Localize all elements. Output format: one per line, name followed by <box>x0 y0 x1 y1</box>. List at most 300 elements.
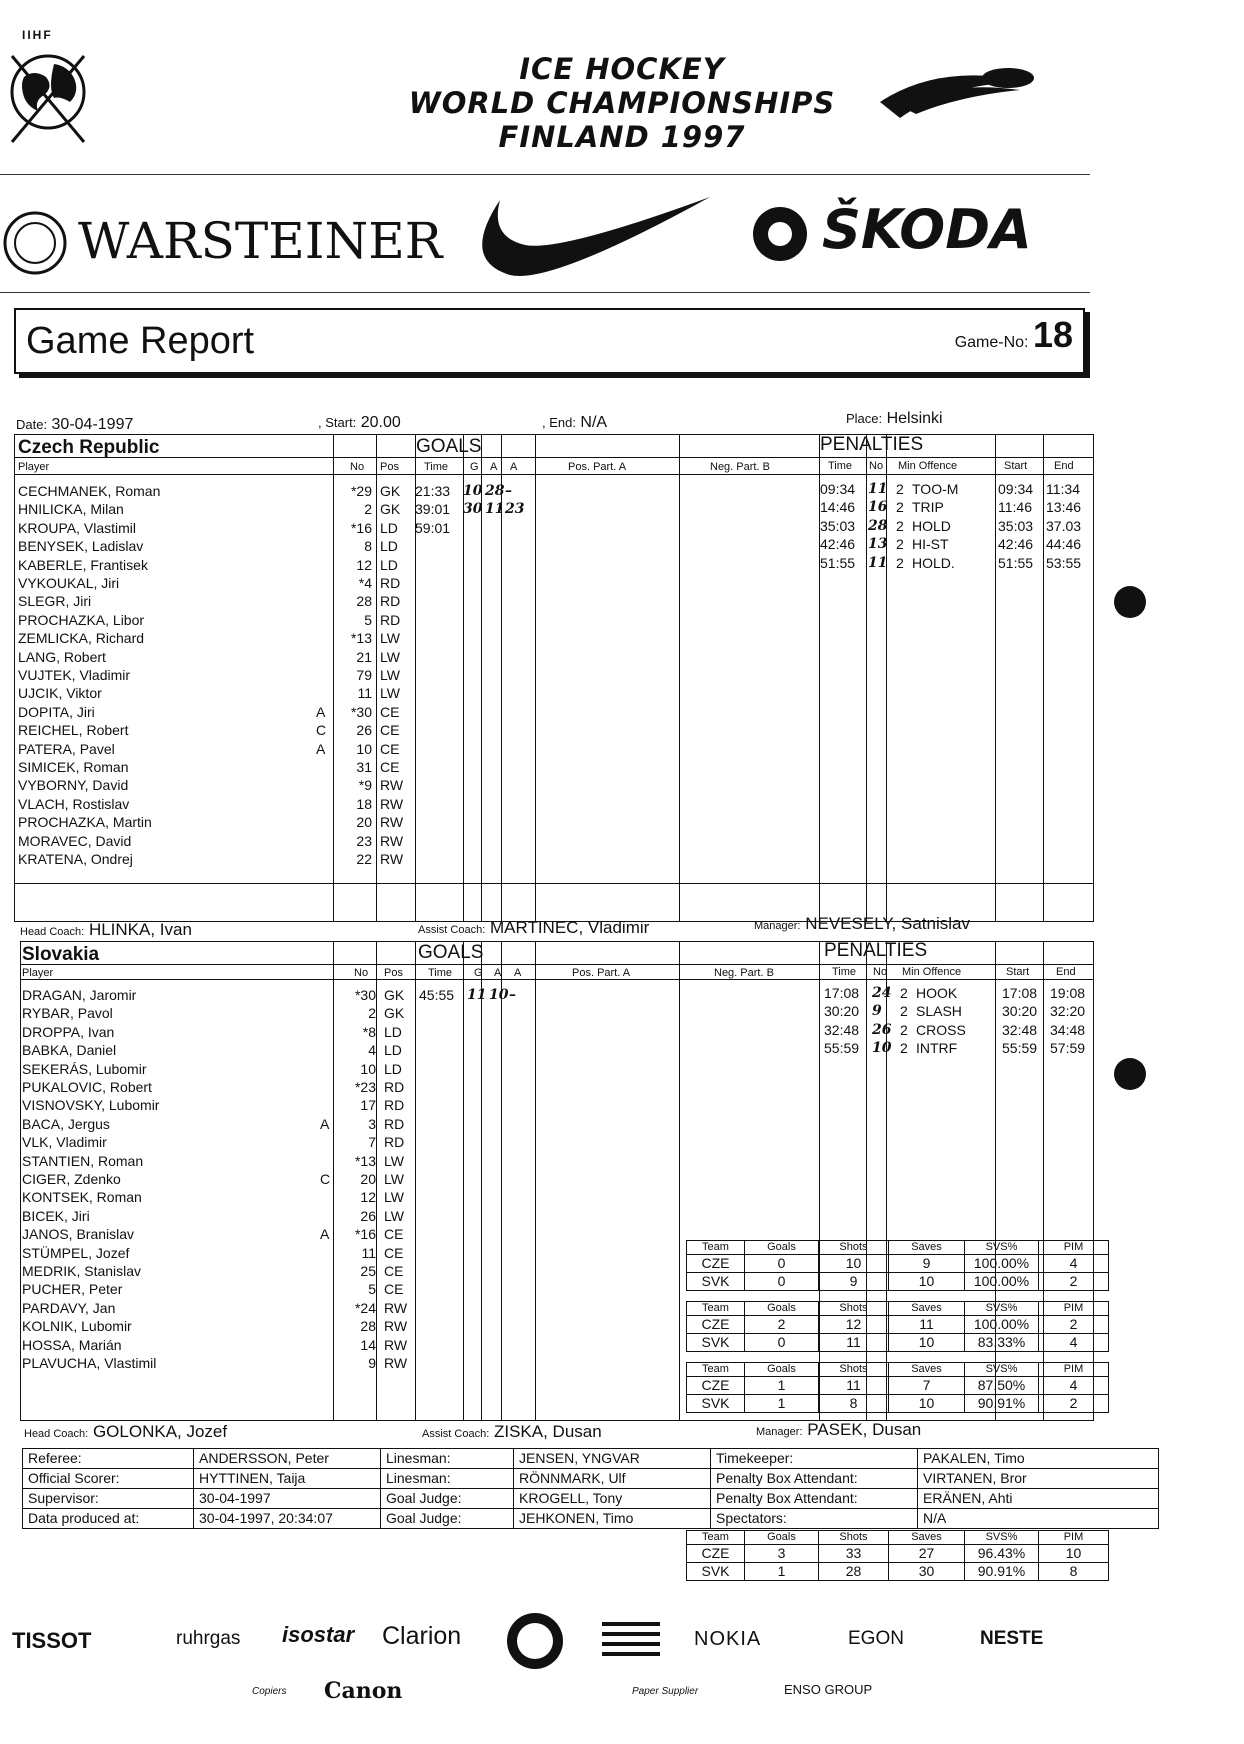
penalty-time: 17:08 <box>824 985 860 1001</box>
stats-shots: 10 <box>819 1255 889 1273</box>
penalty-player-no: 28 <box>868 517 888 534</box>
stats-svs: 100.00% <box>965 1255 1039 1273</box>
player-number: *23 <box>354 1079 376 1095</box>
player-name: ZEMLICKA, Richard <box>18 630 145 647</box>
player-name: KRATENA, Ondrej <box>18 851 133 867</box>
penalty-minutes: 2 <box>896 499 904 516</box>
stats-goals: 1 <box>745 1563 819 1581</box>
player-number: 23 <box>356 832 372 849</box>
penalty-minutes: 2 <box>896 536 904 553</box>
stats-header-cell: PIM <box>1039 1302 1109 1316</box>
officials-table <box>22 1448 1159 1529</box>
pen-time-header-b: Time <box>832 966 857 978</box>
player-position: RW <box>380 795 404 812</box>
period-stats-table <box>686 1362 1109 1413</box>
stats-row <box>687 1395 1109 1413</box>
stats-svs: 96.43% <box>965 1545 1039 1563</box>
meta-place: Place: Helsinki <box>846 410 943 427</box>
warsteiner-wordmark: WARSTEINER <box>78 212 443 270</box>
player-name: VUJTEK, Vladimir <box>18 667 131 683</box>
official-name: VIRTANEN, Bror <box>918 1469 1159 1489</box>
penalty-time: 42:46 <box>820 536 856 553</box>
player-position: RW <box>384 1336 408 1353</box>
total-stats-table <box>686 1530 1109 1581</box>
stats-header-cell: SVS% <box>965 1241 1039 1255</box>
player-position: GK <box>380 501 401 518</box>
game-no-label: Game-No: <box>954 334 1029 351</box>
nokia-logo: NOKIA <box>694 1628 762 1650</box>
stats-goals: 0 <box>745 1255 819 1273</box>
player-number: 18 <box>356 795 372 812</box>
stats-header-cell: PIM <box>1039 1531 1109 1545</box>
pos-col-header: Pos <box>380 461 399 473</box>
stats-goals: 0 <box>745 1334 819 1352</box>
goal-assist-2: – <box>505 483 512 499</box>
player-position: RD <box>384 1115 405 1132</box>
title-line-2: WORLD CHAMPIONSHIPS <box>408 86 836 120</box>
stats-shots: 9 <box>819 1273 889 1291</box>
stats-svs: 83.33% <box>965 1334 1039 1352</box>
player-name: SIMICEK, Roman <box>18 759 129 775</box>
penalty-player-no: 9 <box>872 1003 882 1020</box>
player-position: RW <box>380 814 404 831</box>
player-name: VLACH, Rostislav <box>18 795 130 812</box>
player-name: MORAVEC, David <box>18 832 132 849</box>
stats-saves: 27 <box>889 1545 965 1563</box>
player-number: 7 <box>368 1134 376 1151</box>
official-role: Data produced at: <box>23 1509 194 1529</box>
player-name: JANOS, Branislav <box>22 1226 135 1243</box>
player-position: LW <box>384 1171 404 1187</box>
player-position: RW <box>384 1299 408 1316</box>
meta-start: , Start: 20.00 <box>318 414 401 431</box>
penalty-start: 32:48 <box>1002 1021 1038 1038</box>
player-number: 21 <box>356 648 372 665</box>
team-a-goals-title: GOALS <box>416 436 482 457</box>
official-role: Official Scorer: <box>23 1469 194 1489</box>
penalty-start: 17:08 <box>1002 985 1038 1001</box>
player-name: UJCIK, Viktor <box>18 685 102 702</box>
player-name: REICHEL, Robert <box>18 722 129 739</box>
penalty-player-no: 11 <box>868 481 888 497</box>
stats-header-cell: Shots <box>819 1531 889 1545</box>
goal-time: 21:33 <box>415 483 451 499</box>
enso-group-logo: ENSO GROUP <box>784 1682 873 1697</box>
goal-time: 59:01 <box>415 519 451 536</box>
stats-header-cell: Saves <box>889 1241 965 1255</box>
pen-min-header: Min Offence <box>898 460 958 472</box>
goal-assist-1: 10 <box>489 987 509 1003</box>
penalty-start: 11:46 <box>998 499 1032 516</box>
player-name: PLAVUCHA, Vlastimil <box>22 1355 157 1371</box>
player-number: 28 <box>360 1318 376 1335</box>
penalty-offence: TRIP <box>912 499 944 516</box>
official-role: Timekeeper: <box>711 1449 918 1469</box>
pen-start-header-b: Start <box>1006 966 1030 978</box>
player-number: 20 <box>356 814 372 831</box>
team-b-goals-title: GOALS <box>418 942 484 963</box>
player-name: BACA, Jergus <box>22 1115 110 1132</box>
pen-no-header: No <box>869 460 884 472</box>
skoda-wordmark: ŠKODA <box>822 198 1032 261</box>
stats-svs: 87.50% <box>965 1377 1039 1395</box>
stats-header-cell: Team <box>687 1241 745 1255</box>
penalty-end: 32:20 <box>1050 1003 1086 1020</box>
penalty-start: 55:59 <box>1002 1040 1038 1057</box>
player-number: *16 <box>354 1226 376 1243</box>
stats-header-cell: Goals <box>745 1302 819 1316</box>
period-stats-table <box>686 1301 1109 1352</box>
stats-team: CZE <box>687 1316 745 1334</box>
player-number: 25 <box>360 1263 376 1279</box>
team-a-assist-coach: Assist Coach: MARTINEC, Vladimir <box>418 918 650 937</box>
player-number: *13 <box>350 630 372 647</box>
stats-svs: 100.00% <box>965 1316 1039 1334</box>
game-no: 18 <box>1032 314 1073 355</box>
player-name: BENYSEK, Ladislav <box>18 538 144 555</box>
stats-header-cell: Team <box>687 1363 745 1377</box>
stats-team: CZE <box>687 1377 745 1395</box>
stats-header-cell: Goals <box>745 1241 819 1255</box>
penalty-minutes: 2 <box>900 1040 908 1057</box>
stats-saves: 10 <box>889 1273 965 1291</box>
pen-start-header: Start <box>1004 460 1028 472</box>
no-col-header-b: No <box>354 967 369 979</box>
player-position: LW <box>384 1207 404 1224</box>
stats-header-cell: Shots <box>819 1302 889 1316</box>
stats-row <box>687 1563 1109 1581</box>
penalty-end: 53:55 <box>1046 554 1082 571</box>
player-name: RYBAR, Pavol <box>22 1005 113 1022</box>
stats-svs: 90.91% <box>965 1395 1039 1413</box>
official-role: Goal Judge: <box>381 1489 514 1509</box>
player-name: LANG, Robert <box>18 648 106 665</box>
player-name: HNILICKA, Milan <box>18 501 124 518</box>
official-name: JEHKONEN, Timo <box>514 1509 711 1529</box>
official-name: 30-04-1997 <box>194 1489 381 1509</box>
player-name: VYBORNY, David <box>18 777 129 794</box>
player-number: *4 <box>358 575 372 591</box>
official-name: RÖNNMARK, Ulf <box>514 1469 711 1489</box>
stats-header-cell: Shots <box>819 1363 889 1377</box>
copiers-label: Copiers <box>252 1686 287 1697</box>
a2-col-header-b: A <box>514 967 522 979</box>
penalty-time: 14:46 <box>820 499 856 516</box>
player-name: KROUPA, Vlastimil <box>18 519 136 536</box>
pos-part-header: Pos. Part. A <box>568 461 627 473</box>
stats-header-cell: Saves <box>889 1302 965 1316</box>
stats-row <box>687 1273 1109 1291</box>
official-role: Penalty Box Attendant: <box>711 1489 918 1509</box>
player-position: CE <box>384 1263 404 1279</box>
player-position: LD <box>384 1060 402 1077</box>
player-name: KONTSEK, Roman <box>22 1189 142 1206</box>
player-number: 79 <box>356 667 372 683</box>
player-name: PATERA, Pavel <box>18 740 115 757</box>
player-position: LW <box>384 1189 404 1206</box>
pos-part-header-b: Pos. Part. A <box>572 967 631 979</box>
penalty-player-no: 16 <box>868 499 888 516</box>
g-col-header-b: G <box>474 967 483 979</box>
time-col-header: Time <box>424 461 449 473</box>
player-name: DROPPA, Ivan <box>22 1023 115 1040</box>
penalty-time: 30:20 <box>824 1003 860 1020</box>
official-name: 30-04-1997, 20:34:07 <box>194 1509 381 1529</box>
pen-no-header-b: No <box>873 966 888 978</box>
player-number: 5 <box>368 1281 376 1298</box>
player-position: RW <box>384 1355 408 1371</box>
penalty-player-no: 26 <box>872 1021 892 1038</box>
official-role: Spectators: <box>711 1509 918 1529</box>
stats-shots: 11 <box>819 1377 889 1395</box>
official-role: Linesman: <box>381 1449 514 1469</box>
player-number: 2 <box>368 1005 376 1022</box>
penalty-end: 19:08 <box>1050 985 1086 1001</box>
captain-mark: A <box>316 703 326 720</box>
player-number: 20 <box>360 1171 376 1187</box>
stats-goals: 3 <box>745 1545 819 1563</box>
player-name: HOSSA, Marián <box>22 1336 122 1353</box>
penalty-offence: SLASH <box>916 1003 962 1020</box>
punch-hole <box>1114 1058 1146 1090</box>
stats-header-cell: Shots <box>819 1241 889 1255</box>
penalty-end: 57:59 <box>1050 1040 1086 1057</box>
player-position: RD <box>384 1134 405 1151</box>
official-name: KROGELL, Tony <box>514 1489 711 1509</box>
player-position: LW <box>380 630 400 647</box>
stats-header-cell: Goals <box>745 1363 819 1377</box>
no-col-header: No <box>350 461 365 473</box>
player-position: LW <box>384 1152 404 1169</box>
penalty-offence: INTRF <box>916 1040 958 1057</box>
penalty-player-no: 24 <box>872 985 892 1001</box>
penalty-minutes: 2 <box>900 1003 908 1020</box>
player-number: 4 <box>368 1042 376 1059</box>
official-role: Linesman: <box>381 1469 514 1489</box>
puck-logo-icon <box>870 54 1040 124</box>
player-name: SLEGR, Jiri <box>18 593 92 610</box>
clarion-logo: Clarion <box>382 1622 462 1650</box>
stats-team: CZE <box>687 1545 745 1563</box>
stats-header-cell: PIM <box>1039 1363 1109 1377</box>
player-number: 11 <box>361 1244 376 1261</box>
stats-pim: 4 <box>1039 1334 1109 1352</box>
stats-shots: 8 <box>819 1395 889 1413</box>
team-a-name: Czech Republic <box>18 437 160 458</box>
penalty-offence: TOO-M <box>912 481 959 497</box>
penalty-offence: HOOK <box>916 985 958 1001</box>
player-position: RW <box>384 1318 408 1335</box>
penalty-player-no: 13 <box>868 536 888 553</box>
player-position: LW <box>380 667 400 683</box>
player-number: 11 <box>357 685 372 702</box>
stats-header-cell: Saves <box>889 1531 965 1545</box>
team-a-penalties-title: PENALTIES <box>820 434 924 455</box>
player-number: *9 <box>358 777 372 794</box>
penalty-minutes: 2 <box>896 517 904 534</box>
player-position: LW <box>380 685 400 702</box>
player-position: CE <box>380 740 400 757</box>
penalty-start: 09:34 <box>998 481 1034 497</box>
player-position: LD <box>380 519 398 536</box>
official-role: Referee: <box>23 1449 194 1469</box>
officials-row <box>23 1509 1159 1529</box>
penalty-offence: CROSS <box>916 1021 966 1038</box>
stats-saves: 10 <box>889 1334 965 1352</box>
stats-header-cell: SVS% <box>965 1531 1039 1545</box>
ruhrgas-logo: ruhrgas <box>176 1628 241 1649</box>
player-position: LW <box>380 648 400 665</box>
stats-row <box>687 1334 1109 1352</box>
penalty-minutes: 2 <box>896 554 904 571</box>
stats-header-cell: Team <box>687 1302 745 1316</box>
player-name: STANTIEN, Roman <box>22 1152 144 1169</box>
player-name: KABERLE, Frantisek <box>18 556 148 573</box>
player-number: 3 <box>368 1115 376 1132</box>
a2-col-header: A <box>510 461 518 473</box>
championship-title <box>0 52 1244 154</box>
stats-team: SVK <box>687 1334 745 1352</box>
stats-row <box>687 1545 1109 1563</box>
player-name: VISNOVSKY, Lubomir <box>22 1097 160 1114</box>
penalty-offence: HI-ST <box>912 536 949 553</box>
player-name: MEDRIK, Stanislav <box>22 1263 142 1279</box>
penalty-minutes: 2 <box>900 1021 908 1038</box>
coca-cola-badge-icon <box>500 1606 570 1676</box>
player-position: RW <box>380 832 404 849</box>
stats-header-cell: SVS% <box>965 1302 1039 1316</box>
stats-row <box>687 1316 1109 1334</box>
paper-supplier-label: Paper Supplier <box>632 1686 699 1697</box>
punch-hole <box>1114 586 1146 618</box>
stats-row <box>687 1377 1109 1395</box>
player-position: CE <box>384 1226 404 1243</box>
player-position: CE <box>380 759 400 775</box>
goal-assist-1: 28 <box>485 483 505 499</box>
player-position: LD <box>384 1042 402 1059</box>
stats-team: CZE <box>687 1255 745 1273</box>
pen-min-header-b: Min Offence <box>902 966 962 978</box>
ylt-logo-icon <box>596 1616 666 1662</box>
team-b-name: Slovakia <box>22 944 100 965</box>
tissot-logo: TISSOT <box>12 1628 92 1653</box>
stats-team: SVK <box>687 1273 745 1291</box>
player-name: VYKOUKAL, Jiri <box>18 575 120 591</box>
player-position: RW <box>380 851 404 867</box>
stats-header-cell: Team <box>687 1531 745 1545</box>
player-number: 9 <box>368 1355 376 1371</box>
official-name: JENSEN, YNGVAR <box>514 1449 711 1469</box>
stats-pim: 2 <box>1039 1316 1109 1334</box>
player-position: RD <box>380 611 401 628</box>
title-line-3: FINLAND 1997 <box>498 120 746 154</box>
player-position: CE <box>384 1244 404 1261</box>
goal-time: 45:55 <box>419 987 455 1003</box>
skoda-emblem-icon <box>750 204 810 264</box>
stats-shots: 33 <box>819 1545 889 1563</box>
a1-col-header-b: A <box>494 967 502 979</box>
stats-shots: 11 <box>819 1334 889 1352</box>
player-name: SEKERÁS, Lubomir <box>22 1060 147 1077</box>
team-b-assist-coach: Assist Coach: ZISKA, Dusan <box>422 1422 602 1441</box>
captain-mark: C <box>316 722 327 739</box>
penalty-start: 51:55 <box>998 554 1034 571</box>
goal-scorer: 10 <box>463 483 483 499</box>
player-number: 5 <box>364 611 372 628</box>
penalty-time: 09:34 <box>820 481 856 497</box>
player-number: 26 <box>356 722 372 739</box>
player-number: *24 <box>354 1299 376 1316</box>
goal-assist-2: – <box>509 987 516 1003</box>
official-name: HYTTINEN, Taija <box>194 1469 381 1489</box>
player-position: CE <box>384 1281 404 1298</box>
officials-row <box>23 1449 1159 1469</box>
penalty-end: 44:46 <box>1046 536 1082 553</box>
player-name: DOPITA, Jiri <box>18 703 95 720</box>
goal-assist-2: 23 <box>505 501 525 518</box>
player-position: RD <box>380 575 401 591</box>
penalty-time: 35:03 <box>820 517 856 534</box>
player-position: CE <box>380 703 400 720</box>
stats-header-cell: SVS% <box>965 1363 1039 1377</box>
officials-row <box>23 1469 1159 1489</box>
stats-svs: 90.91% <box>965 1563 1039 1581</box>
time-col-header-b: Time <box>428 967 453 979</box>
stats-shots: 28 <box>819 1563 889 1581</box>
goal-scorer: 30 <box>463 501 483 518</box>
player-number: 10 <box>360 1060 376 1077</box>
player-name: BABKA, Daniel <box>22 1042 117 1059</box>
stats-goals: 0 <box>745 1273 819 1291</box>
stats-header-cell: PIM <box>1039 1241 1109 1255</box>
neg-part-header: Neg. Part. B <box>710 461 770 473</box>
meta-end: , End: N/A <box>542 414 608 431</box>
title-line-1: ICE HOCKEY <box>519 52 725 86</box>
stats-header-cell: Goals <box>745 1531 819 1545</box>
player-number: 22 <box>356 851 372 867</box>
penalty-time: 32:48 <box>824 1021 860 1038</box>
penalty-time: 55:59 <box>824 1040 860 1057</box>
stats-pim: 4 <box>1039 1255 1109 1273</box>
official-role: Goal Judge: <box>381 1509 514 1529</box>
player-position: CE <box>380 722 400 739</box>
player-name: PROCHAZKA, Martin <box>18 814 152 831</box>
player-position: GK <box>384 1005 405 1022</box>
stats-goals: 1 <box>745 1377 819 1395</box>
player-name: CIGER, Zdenko <box>22 1171 121 1187</box>
stats-row <box>687 1255 1109 1273</box>
stats-svs: 100.00% <box>965 1273 1039 1291</box>
a1-col-header: A <box>490 461 498 473</box>
swoosh-icon <box>470 190 720 280</box>
official-role: Supervisor: <box>23 1489 194 1509</box>
official-name: N/A <box>918 1509 1159 1529</box>
official-role: Penalty Box Attendant: <box>711 1469 918 1489</box>
stats-saves: 9 <box>889 1255 965 1273</box>
penalty-start: 35:03 <box>998 517 1034 534</box>
penalty-end: 37.03 <box>1046 517 1082 534</box>
captain-mark: C <box>320 1171 331 1187</box>
stats-pim: 2 <box>1039 1395 1109 1413</box>
player-number: *30 <box>350 703 372 720</box>
player-position: RD <box>380 593 401 610</box>
penalty-player-no: 11 <box>868 554 888 571</box>
stats-goals: 2 <box>745 1316 819 1334</box>
penalty-offence: HOLD <box>912 517 951 534</box>
player-name: CECHMANEK, Roman <box>18 483 161 499</box>
canon-logo: Canon <box>324 1678 403 1704</box>
crest-icon <box>0 208 70 278</box>
